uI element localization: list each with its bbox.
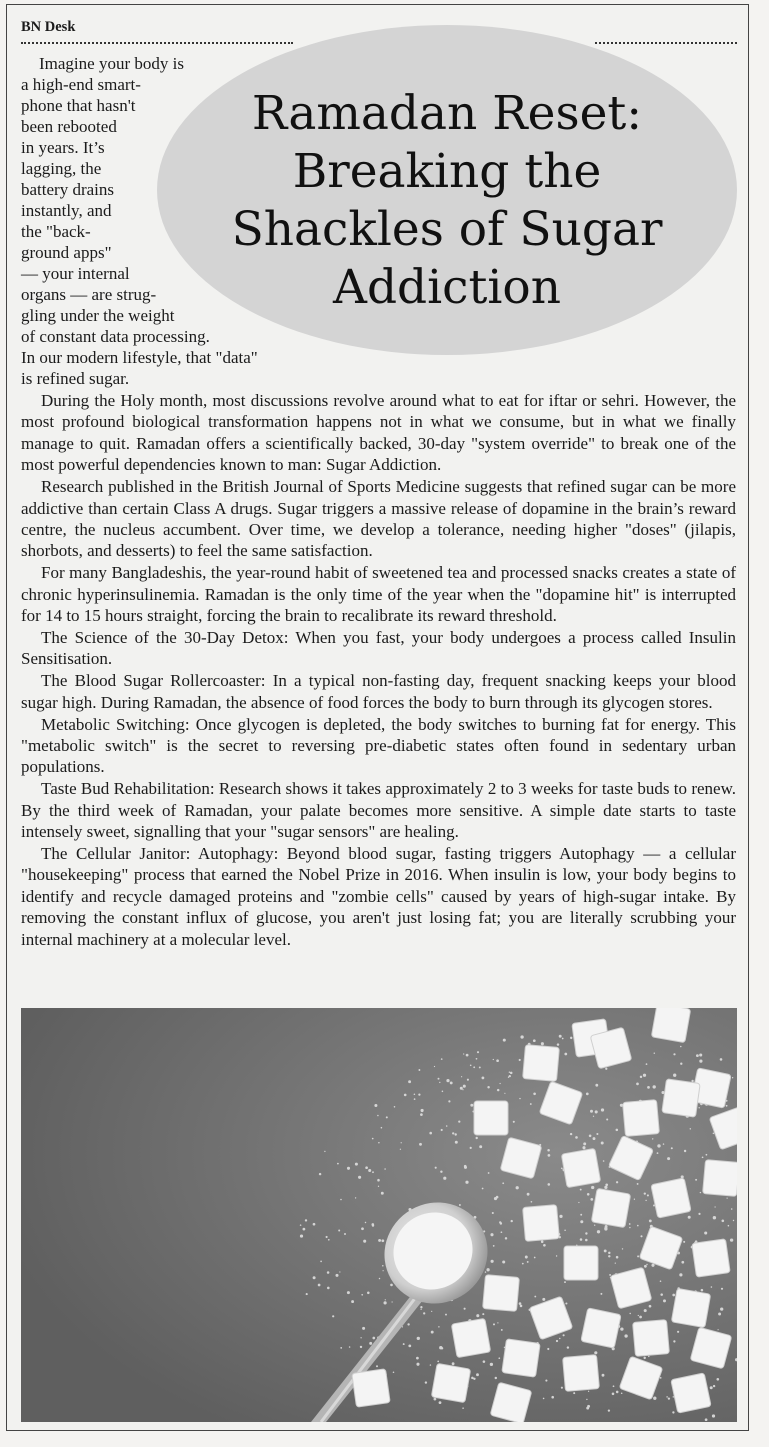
sugar-cube bbox=[692, 1239, 730, 1277]
sugar-cube bbox=[633, 1320, 670, 1357]
lead-line: organs — are strug- bbox=[21, 285, 157, 304]
sugar-cube bbox=[451, 1318, 490, 1357]
article-paragraph: The Cellular Janitor: Autophagy: Beyond blood sugar, fasting triggers Autophagy — a cellular "housekeeping" process that earned the Nobel Prize in 2016. When insulin is low, your body begins to identify and recycle damaged proteins and "zombie cells" caused by years of high-sugar intake. By removing the constant influx of glucose, you aren't just losing fat; you are literally scrubbing your internal machinery at a molecular level. bbox=[21, 844, 736, 949]
sugar-cube bbox=[483, 1275, 520, 1312]
lead-line: lagging, the bbox=[21, 159, 102, 178]
sugar-cube bbox=[563, 1355, 600, 1392]
lead-line: phone that hasn't bbox=[21, 96, 136, 115]
dotted-rule-right bbox=[595, 42, 737, 44]
lead-line: battery drains bbox=[21, 180, 114, 199]
headline-line: Ramadan Reset: bbox=[251, 86, 643, 141]
article-paragraph: Taste Bud Rehabilitation: Research shows it takes approximately 2 to 3 weeks for taste buds to renew. By the third week of Ramadan, your palate becomes more sensitive. A simple date starts to taste intensely sweet, signalling that your "sugar sensors" are healing. bbox=[21, 779, 736, 842]
lead-paragraph bbox=[21, 53, 321, 389]
sugar-cube bbox=[352, 1369, 390, 1407]
article-paragraph: For many Bangladeshis, the year-round habit of sweetened tea and processed snacks creates a state of chronic hyperinsulinemia. Ramadan is the only time of the year when the "dopamine hit" is interrupted for 14 to 15 hours straight, forcing the brain to recalibrate its reward threshold. bbox=[21, 563, 736, 626]
sugar-cube bbox=[523, 1205, 560, 1242]
sugar-cube bbox=[671, 1373, 711, 1413]
lead-line: is refined sugar. bbox=[21, 369, 130, 388]
headline-line: Breaking the bbox=[292, 144, 602, 199]
newspaper-page bbox=[6, 4, 749, 1431]
article-paragraph: Metabolic Switching: Once glycogen is depleted, the body switches to burning fat for energy. This "metabolic switch" is the secret to reversing pre-diabetic states often found in sedentary urban populations. bbox=[21, 714, 736, 777]
sugar-cube bbox=[474, 1101, 508, 1135]
headline-line: Addiction bbox=[333, 260, 561, 315]
lead-line: In our modern lifestyle, that "data" bbox=[21, 348, 258, 367]
article-body bbox=[21, 390, 736, 951]
article-paragraph: Research published in the British Journal of Sports Medicine suggests that refined sugar can be more addictive than certain Class A drugs. Sugar triggers a massive release of dopamine in the brain’s reward centre, the nucleus accumbent. Over time, we develop a tolerance, needing higher "doses" (jilapis, shorbots, and desserts) to feel the same satisfaction. bbox=[21, 477, 736, 561]
lead-line: gling under the weight bbox=[21, 306, 175, 325]
lead-line: of constant data processing. bbox=[21, 327, 210, 346]
headline-line: Shackles of Sugar bbox=[231, 202, 663, 257]
lead-line: instantly, and bbox=[21, 201, 112, 220]
sugar-cube bbox=[651, 1178, 691, 1218]
sugar-cube bbox=[561, 1148, 600, 1187]
lead-line: a high-end smart- bbox=[21, 75, 141, 94]
sugar-cube bbox=[703, 1160, 737, 1197]
lead-line: been rebooted bbox=[21, 117, 117, 136]
sugar-cube bbox=[591, 1188, 630, 1227]
sugar-cube bbox=[651, 1008, 690, 1043]
dotted-rule-left bbox=[21, 42, 293, 44]
sugar-cube bbox=[502, 1339, 540, 1377]
article-paragraph: The Blood Sugar Rollercoaster: In a typical non-fasting day, frequent snacking keeps your blood sugar high. During Ramadan, the absence of food forces the body to burn through its glycogen stores. bbox=[21, 671, 736, 712]
sugar-cube bbox=[623, 1100, 660, 1137]
lead-line: the "back- bbox=[21, 222, 91, 241]
lead-line: — your internal bbox=[21, 264, 130, 283]
sugar-photo bbox=[21, 1008, 737, 1422]
byline: BN Desk bbox=[21, 19, 76, 35]
sugar-cube bbox=[662, 1079, 700, 1117]
sugar-cube bbox=[431, 1363, 470, 1402]
lead-line: Imagine your body is bbox=[39, 54, 184, 73]
lead-line: ground apps" bbox=[21, 243, 112, 262]
sugar-cube bbox=[671, 1288, 710, 1327]
sugar-cubes-and-spoon-image bbox=[21, 1008, 737, 1422]
lead-line: in years. It’s bbox=[21, 138, 105, 157]
sugar-cube bbox=[581, 1308, 621, 1348]
article-paragraph: During the Holy month, most discussions revolve around what to eat for iftar or sehri. However, the most profound biological transformation happens not in what we consume, but in what we finally manage to quit. Ramadan offers a scientifically backed, 30-day "system override" to break one of the most powerful dependencies known to man: Sugar Addiction. bbox=[21, 391, 736, 475]
sugar-cube bbox=[564, 1246, 598, 1280]
sugar-cube bbox=[523, 1045, 560, 1082]
article-paragraph: The Science of the 30-Day Detox: When you fast, your body undergoes a process called Insulin Sensitisation. bbox=[21, 627, 736, 669]
